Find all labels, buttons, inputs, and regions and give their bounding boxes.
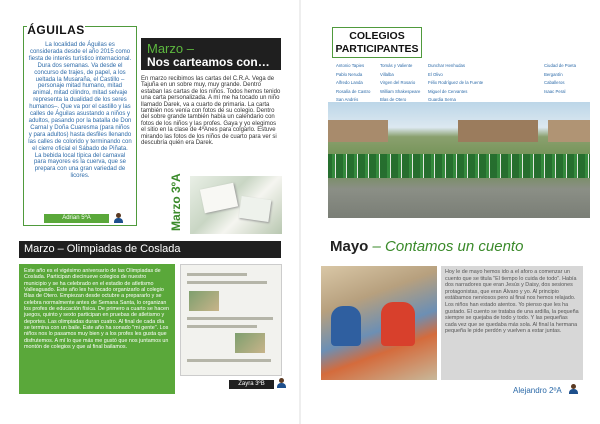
colegio-item: William Shakespeare [380,88,421,94]
colegios-column [380,62,420,105]
marzo-title-line1: Marzo – [147,41,194,56]
olimpiadas-signature: Zayra 3ºB [229,380,274,389]
page-fold [299,0,301,424]
colegio-item: Guardia Serna [428,97,456,102]
olympics-field-photo [328,102,590,218]
olimpiadas-title: Marzo – Olimpiadas de Coslada [19,241,281,258]
marzo-text: En marzo recibimos las cartas del C.R.A. Vega de Tajuña en un sobre muy, muy grande. Dentro estaban las cartas de los niños. Todos hemos tenido una carta personalizada. A mí me ha tocado un niño llamado Darek, va a cuarto de primaria. La carta también nos venía con fotos de su colegio. Dentro del sobre grande también había un calendario con fotos de los niños y las profes. Gaya y yo elegimos el sitio en la clase de 4ºAnes para colgarlo. Estuve mirando las fotos de los niños de cuarto para ver si descubría quién era Darek. [141,76,281,147]
colegio-item: Rosalía de Castro [336,88,371,94]
colegios-column [544,62,576,96]
marzo-side-label [164,173,184,234]
mayo-title-month: Mayo [330,238,369,255]
marzo-title-line2: Nos carteamos con… [147,55,270,69]
colegios-title-line1: COLEGIOS [349,30,405,42]
mayo-title-subtitle: – Contamos un cuento [368,238,524,255]
colegio-item: Isaac Peral [544,88,566,94]
colegio-item: Pablo Neruda [336,71,363,77]
colegio-item: Blas de Otero [380,97,407,102]
colegio-item: Antonio Tapies [336,63,365,68]
storytelling-photo [321,266,437,380]
mayo-signature: Alejandro 2ºA [513,386,562,395]
student-icon [114,213,123,223]
colegio-item: El Olivo [428,71,443,77]
colegios-title [332,27,422,58]
olimpiadas-text: Este año es el vigésimo aniversario de las Olimpiadas de Coslada. Participan diecinueve colegios de nuestro municipio y se ha celebrado en el estadio de atletismo Valleaguado. Este año les ha tocado organizarlo al colegio Blas de Otero. Empiezan desde octubre a prepararlo y se celebra normalmente antes de Semana Santa, lo organizan los profes de educación física. De primero a cuarto se hacen juegos, quinto y sexto participan en pruebas de atletismo y deportes. Las olimpiadas duran cuatro. Al final de cada día se termina con un baile. Este año ha sonado "mi gente". Los niños nos lo pasamos muy bien y a los profes les gusta que disfrutemos. A mí lo que más me gustó que nos juntamos un montón de colegios y que al final bailamos. [24,268,170,351]
aguilas-box [23,26,137,226]
student-icon [277,378,286,388]
aguilas-text: La localidad de Águilas es considerada desde el año 2015 como fiesta de interés turístico internacional. Dura dos semanas. Va desde el concurso de trajes, de papel, a los ueltada la Musaraña, el Castillo –personaje mitad humano, mitad animal, mitad cilindro, mitad selvaje representa la dualidad de los seres humanos–. Que va por el castillo y las calles de Águilas asustando a niños y adultos, pasando por la batalla de Don Carnal y Doña Cuaresma (para niños y para adultos) hasta desfiles llenando las calles de colorido y terminando con el cierre oficial el Sábado de Piñata. La bebida local típica del carnaval para mayores es la cuerva, que se prepara con una gran variedad de licores. [28,42,132,180]
letters-photo [190,176,282,234]
colegio-item: Miguel de Cervantes [428,88,468,94]
colegio-item: San Andrés [336,97,359,102]
marzo-side-text: Marzo 3ºA [169,173,183,231]
colegio-item: Villalba [380,71,394,77]
mayo-box [441,266,583,380]
aguilas-signature: Adrian 5ºA [44,214,109,223]
colegio-item: Ciudad de Poeta [544,63,577,68]
student-icon [569,384,578,394]
colegios-column [428,62,483,105]
colegio-item: Virgen del Rosario [380,80,416,85]
colegio-item: Alfredo Landa [336,80,363,85]
colegio-item: Tomás y Valiente [380,63,413,68]
colegio-item: Caballeros [544,80,565,85]
olimpiadas-document-photo [180,264,282,376]
colegio-item: Bergantín [544,71,563,77]
colegio-item: Félix Rodríguez de la Fuente [428,80,484,85]
mayo-title [330,238,523,255]
olimpiadas-box [19,264,175,394]
colegios-title-line2: PARTICIPANTES [335,43,419,55]
mayo-text: Hoy le de mayo hemos ido a el aforo a comenzar un cuento que se titula "El tiempo lo cuida de todo". Había dos narradores que eran Jesús y Daisy, dos sesiones protagonistas, que eran Álvaro y yo. Al principio estábamos nerviosos pero al final nos hemos relajado. Los niños han estado atentos. Yo pienso que les ha gustado. El cuento se trataba de una ardilla, la pequeña siempre se quejaba de todo y todo. Y las pequeñas cada vez que se quedaba más sola. Al final la hermana pequeña le pide perdón y vuelven a estar juntas. [445,269,579,335]
colegios-column [336,62,370,105]
colegio-item: Dunchar Henhudas [428,63,466,68]
marzo-header [141,38,281,70]
aguilas-title: ÁGUILAS [27,23,85,37]
